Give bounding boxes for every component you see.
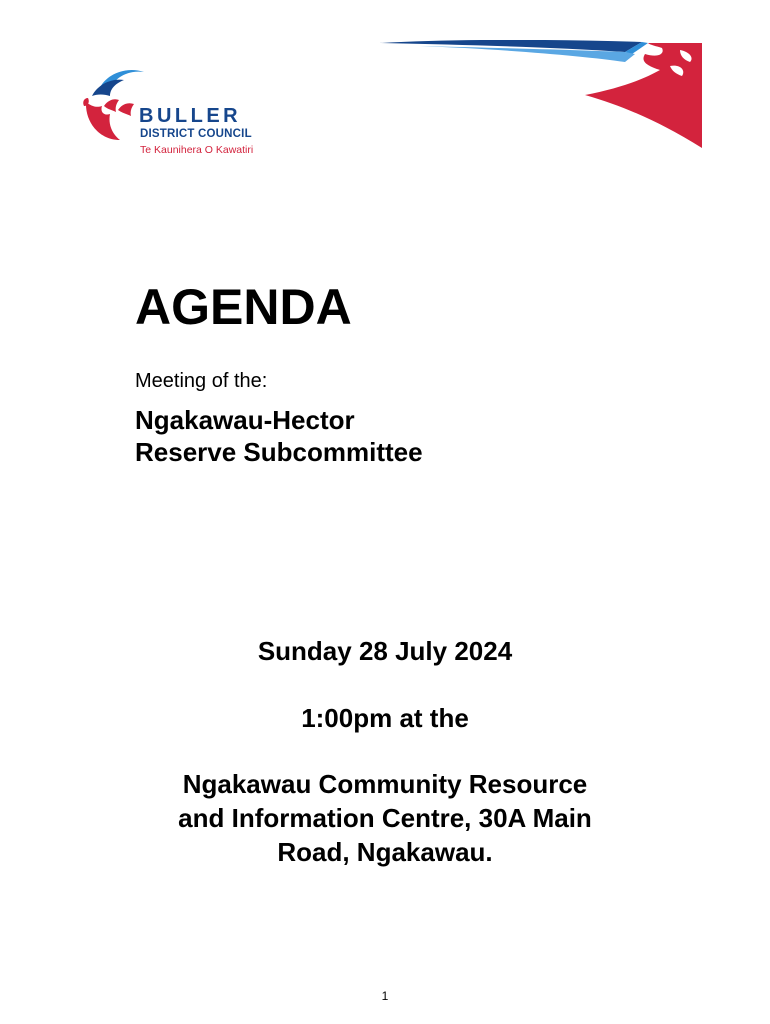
meeting-venue-line: Road, Ngakawau.: [277, 837, 493, 867]
document-title: AGENDA: [135, 279, 352, 335]
meeting-time: 1:00pm at the: [301, 703, 469, 733]
meeting-venue: [0, 767, 770, 869]
meeting-label: Meeting of the:: [135, 370, 268, 392]
meeting-name-line: Ngakawau-Hector: [135, 405, 355, 435]
council-logo-maori-name: Te Kaunihera O Kawatiri: [140, 144, 254, 156]
meeting-date: Sunday 28 July 2024: [257, 636, 513, 666]
council-logo-name: BULLER: [139, 105, 242, 127]
council-logo-subtitle: DISTRICT COUNCIL: [140, 128, 252, 140]
meeting-venue-line: and Information Centre, 30A Main: [178, 803, 592, 833]
page-number: 1: [381, 989, 389, 1003]
header-swoosh-graphic: [380, 40, 705, 148]
council-logo: [82, 66, 272, 156]
meeting-name-line: Reserve Subcommittee: [135, 437, 423, 467]
meeting-name: [135, 404, 635, 468]
meeting-venue-line: Ngakawau Community Resource: [182, 769, 588, 799]
